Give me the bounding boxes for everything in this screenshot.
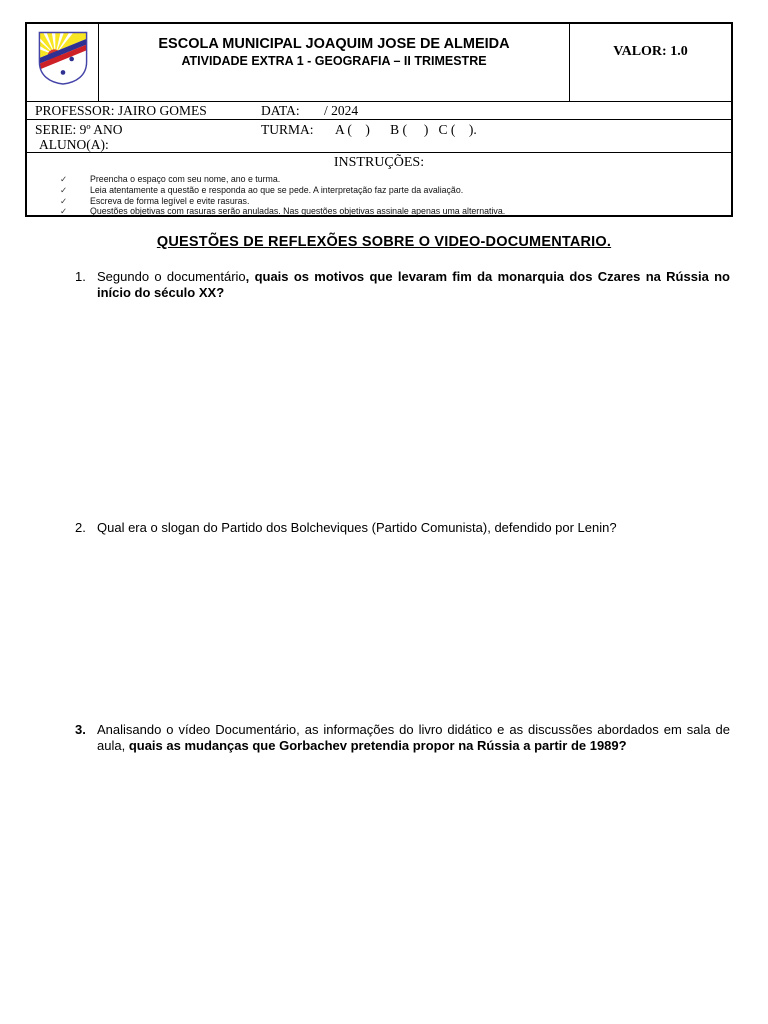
question-2 [75, 520, 730, 536]
checkmark-icon: ✓ [60, 195, 68, 206]
professor-row [27, 101, 731, 119]
instruction-text: Questões objetivas com rasuras serão anuladas. Nas questões objetivas assinale apenas uma alternativa. [90, 206, 506, 217]
header-row [27, 24, 731, 101]
title-cell [99, 24, 570, 101]
question-text: Qual era o slogan do Partido dos Bolcheviques (Partido Comunista), defendido por Lenin? [97, 520, 617, 535]
instructions-title: INSTRUÇÕES: [333, 155, 425, 170]
header-table [25, 22, 733, 217]
question-text: Analisando o vídeo Documentário, as informações do livro didático e as discussões abordados em sala de aula, [97, 722, 730, 754]
list-item [60, 185, 723, 196]
instruction-text: Escreva de forma legível e evite rasuras. [90, 195, 250, 206]
checkmark-icon: ✓ [60, 206, 68, 217]
value-label: VALOR: 1.0 [613, 44, 688, 59]
question-number: 2. [75, 520, 86, 535]
question-1 [75, 269, 730, 302]
question-text-bold: , quais os motivos que levaram fim da monarquia dos Czares na Rússia no início do século XX? [97, 269, 730, 301]
student-label: ALUNO(A): [39, 137, 109, 152]
checkmark-icon: ✓ [60, 174, 68, 184]
question-number: 1. [75, 269, 86, 284]
professor-label: PROFESSOR: JAIRO GOMES [35, 103, 207, 118]
date-label: DATA: [261, 103, 300, 118]
school-crest-icon [37, 29, 89, 87]
section-heading: QUESTÕES DE REFLEXÕES SOBRE O VIDEO-DOCUMENTARIO. [156, 234, 612, 250]
activity-title: ATIVIDADE EXTRA 1 - GEOGRAFIA – II TRIMESTRE [181, 54, 487, 68]
grade-label: SERIE: 9º ANO [35, 122, 123, 137]
instruction-text: Preencha o espaço com seu nome, ano e turma. [90, 174, 281, 184]
class-label: TURMA: [261, 122, 314, 137]
question-3 [75, 722, 730, 755]
school-name: ESCOLA MUNICIPAL JOAQUIM JOSE DE ALMEIDA [158, 36, 510, 52]
logo-cell [27, 24, 99, 101]
instructions-list [60, 174, 723, 217]
checkmark-icon: ✓ [60, 184, 68, 195]
section-heading-wrap [0, 233, 768, 251]
question-text: Segundo o documentário [97, 269, 246, 284]
class-options: A ( ) B ( ) C ( ). [335, 122, 477, 137]
value-cell [570, 24, 731, 101]
question-text-bold: quais as mudanças que Gorbachev pretendia propor na Rússia a partir de 1989? [128, 738, 627, 754]
instruction-text: Leia atentamente a questão e responda ao que se pede. A interpretação faz parte da avaliação. [90, 184, 464, 195]
instructions-box [27, 152, 731, 215]
question-number: 3. [75, 722, 86, 737]
date-value: / 2024 [324, 103, 359, 118]
list-item [60, 196, 723, 207]
grade-student-row [27, 119, 731, 152]
list-item [60, 206, 723, 217]
list-item [60, 174, 723, 185]
